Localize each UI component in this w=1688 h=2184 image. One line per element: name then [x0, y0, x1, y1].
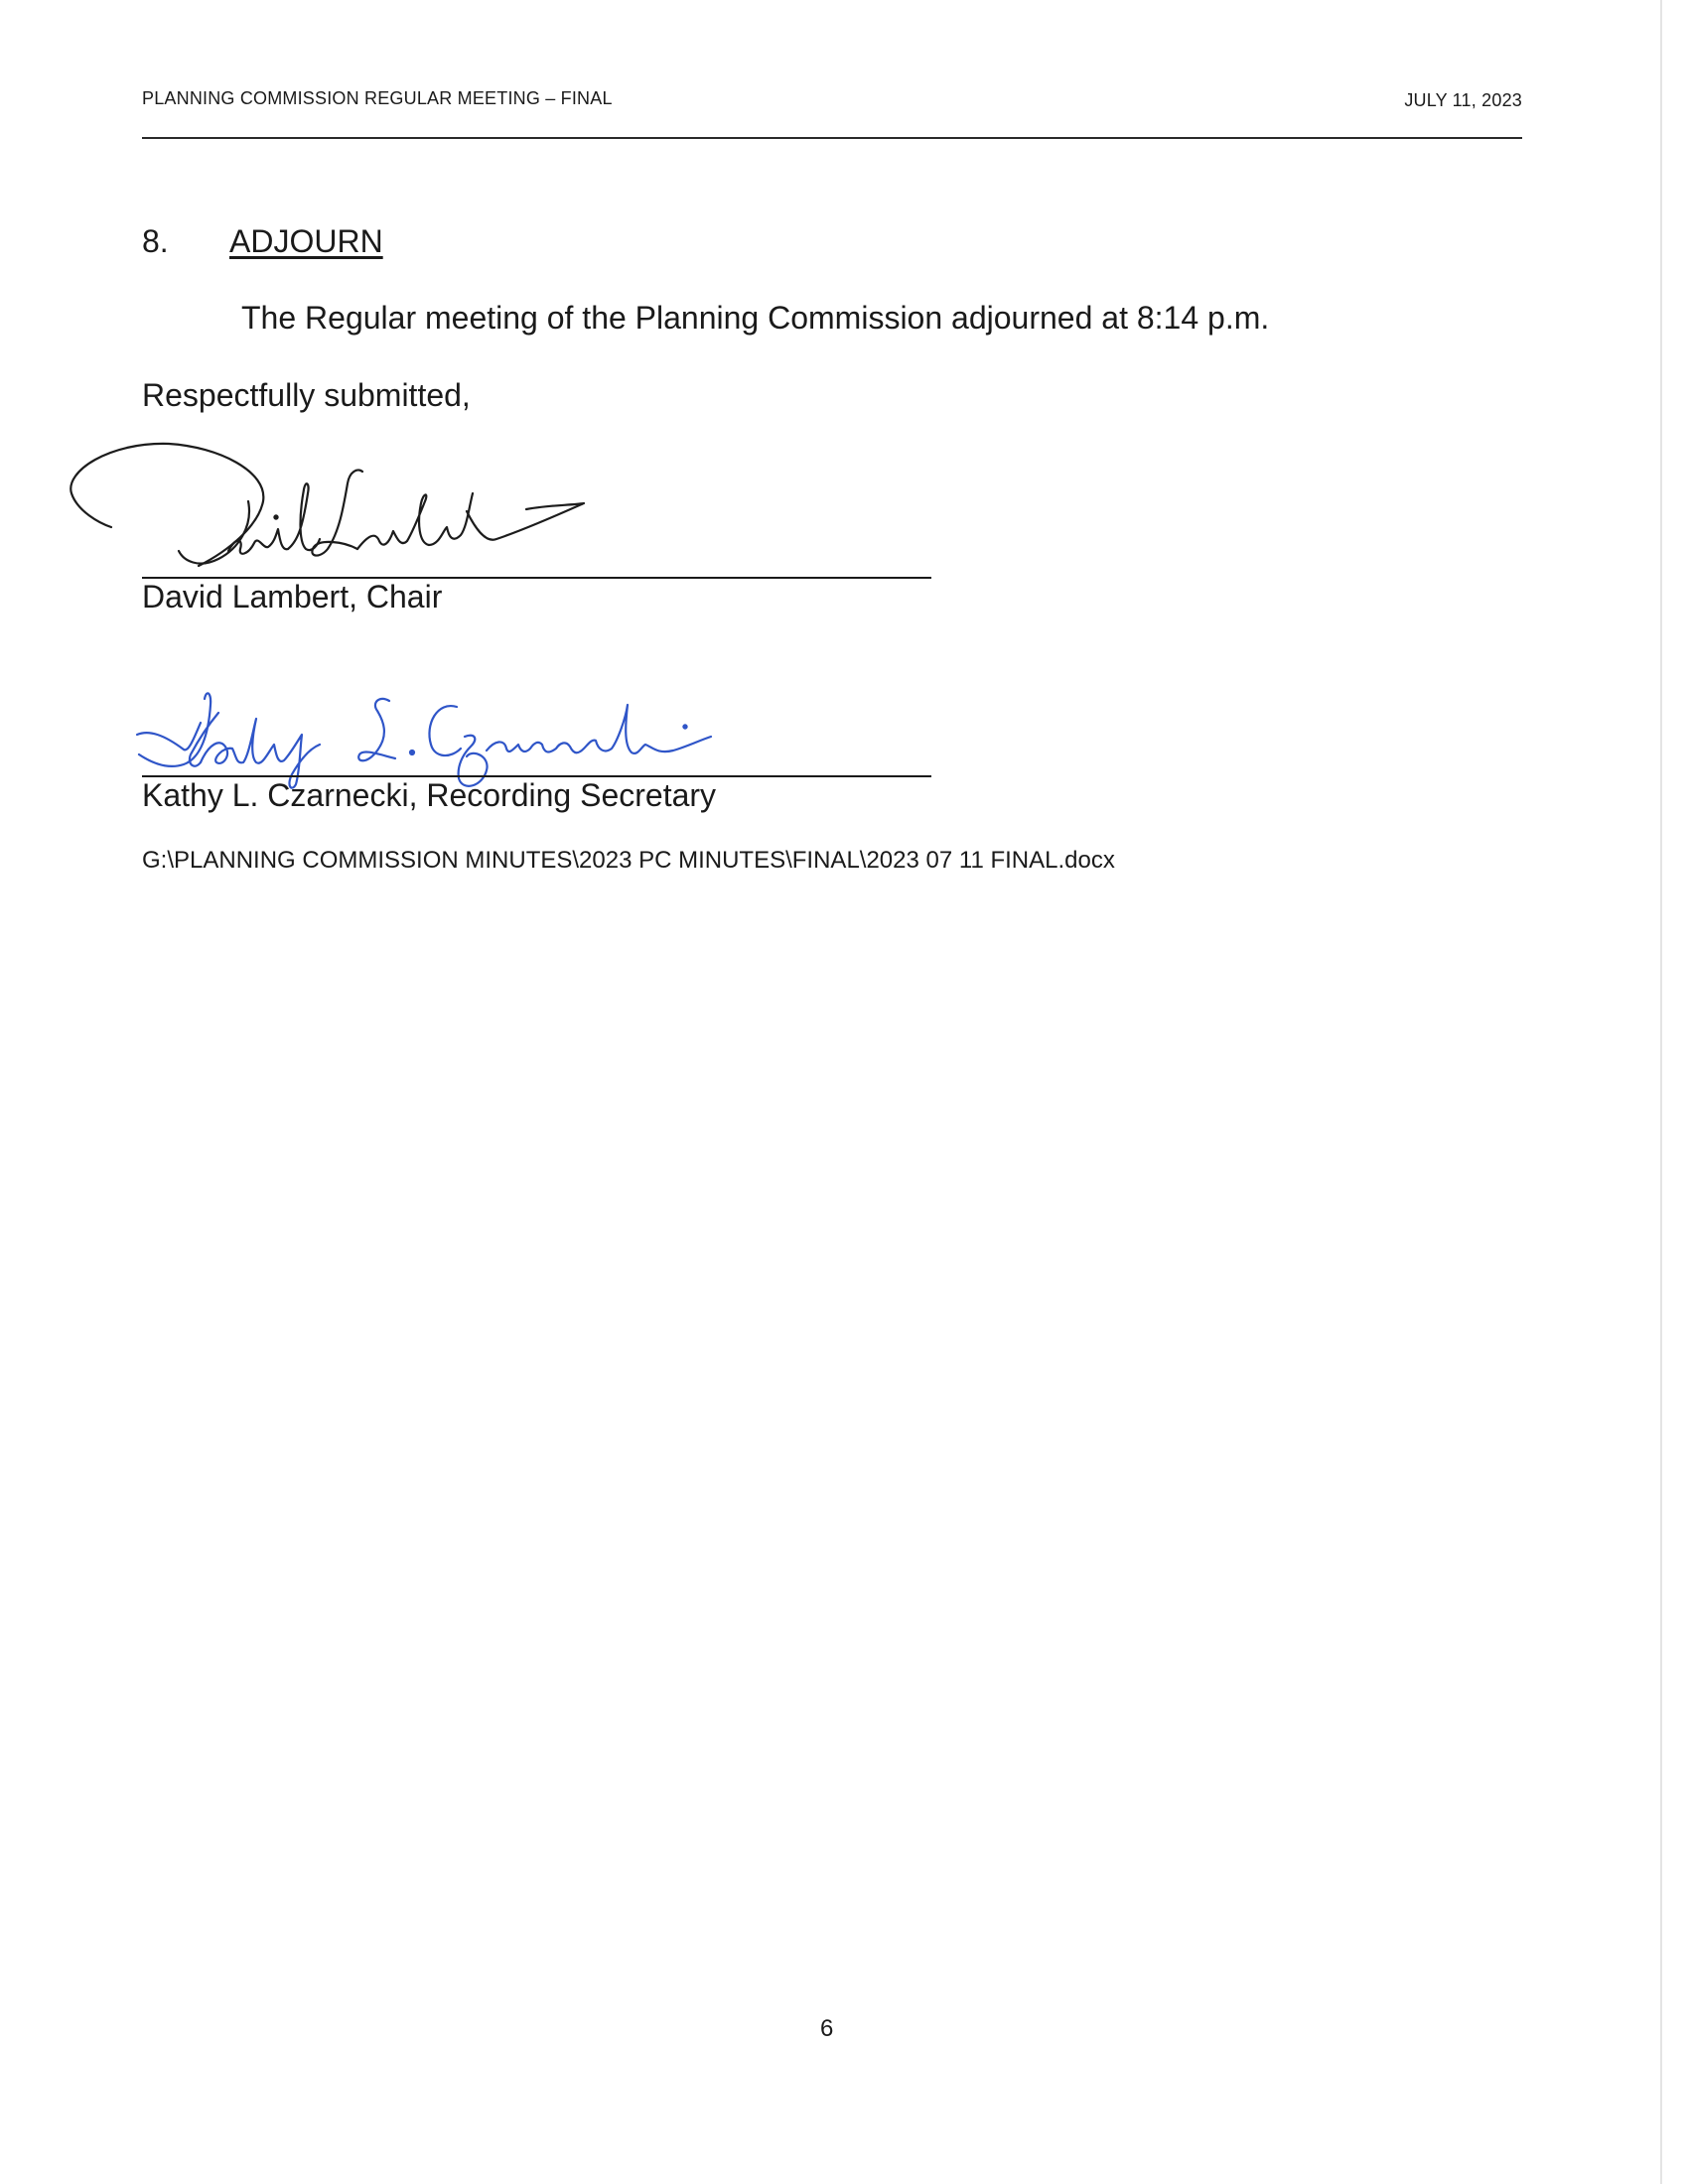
header-divider	[142, 137, 1522, 139]
page-edge	[1660, 0, 1662, 2184]
secretary-name: Kathy L. Czarnecki, Recording Secretary	[142, 777, 717, 813]
page-number: 6	[820, 2015, 834, 2042]
header-title: PLANNING COMMISSION REGULAR MEETING – FINAL	[142, 88, 613, 108]
section-title: ADJOURN	[229, 223, 383, 259]
chair-signature	[60, 432, 596, 581]
header-date: JULY 11, 2023	[1404, 90, 1522, 110]
closing-text: Respectfully submitted,	[142, 377, 471, 413]
chair-name: David Lambert, Chair	[142, 579, 443, 614]
adjournment-text: The Regular meeting of the Planning Commission adjourned at 8:14 p.m.	[241, 300, 1270, 336]
section-number: 8.	[142, 223, 169, 259]
document-file-path: G:\PLANNING COMMISSION MINUTES\2023 PC MINUTES\FINAL\2023 07 11 FINAL.docx	[142, 847, 1115, 874]
